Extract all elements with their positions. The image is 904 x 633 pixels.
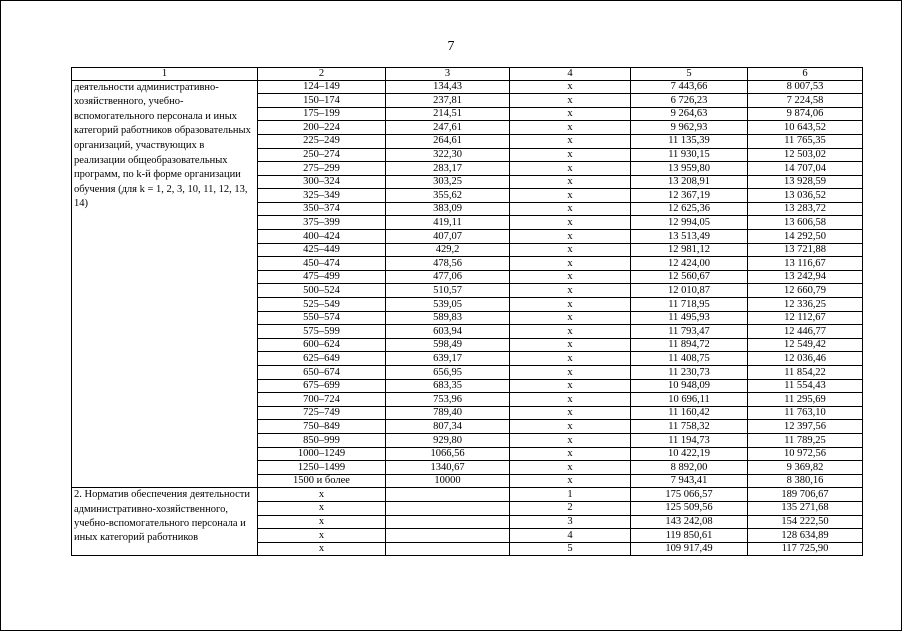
table-cell: 325–349 — [258, 189, 386, 203]
table-cell: 14 707,04 — [748, 162, 863, 176]
table-cell: 589,83 — [386, 311, 510, 325]
table-cell: 12 549,42 — [748, 338, 863, 352]
table-cell: 13 116,67 — [748, 257, 863, 271]
table-cell — [386, 488, 510, 502]
table-cell: 8 892,00 — [631, 461, 748, 475]
table-cell: 214,51 — [386, 107, 510, 121]
table-cell: 7 224,58 — [748, 94, 863, 108]
column-header: 4 — [510, 68, 631, 81]
table-cell: 1 — [510, 488, 631, 502]
table-cell: 11 554,43 — [748, 379, 863, 393]
table-cell: х — [510, 270, 631, 284]
table-cell: 11 793,47 — [631, 325, 748, 339]
table-cell: х — [510, 406, 631, 420]
table-cell: 13 721,88 — [748, 243, 863, 257]
table-cell: 400–424 — [258, 230, 386, 244]
table-cell: 14 292,50 — [748, 230, 863, 244]
table-cell: 10 422,19 — [631, 447, 748, 461]
table-cell: 143 242,08 — [631, 515, 748, 529]
table-cell: 11 854,22 — [748, 366, 863, 380]
table-cell: х — [510, 311, 631, 325]
table-cell: х — [510, 461, 631, 475]
table-cell: х — [510, 284, 631, 298]
table-cell: 12 625,36 — [631, 202, 748, 216]
table-cell: 419,11 — [386, 216, 510, 230]
table-cell: 13 928,59 — [748, 175, 863, 189]
table-cell: 11 758,32 — [631, 420, 748, 434]
table-cell: 600–624 — [258, 338, 386, 352]
table-cell: 753,96 — [386, 393, 510, 407]
column-header: 1 — [72, 68, 258, 81]
table-cell: 12 010,87 — [631, 284, 748, 298]
table-cell: 1250–1499 — [258, 461, 386, 475]
table-cell: х — [510, 94, 631, 108]
table-cell: 500–524 — [258, 284, 386, 298]
table-cell: 8 007,53 — [748, 80, 863, 94]
table-cell: х — [510, 257, 631, 271]
table-cell: 119 850,61 — [631, 529, 748, 543]
table-row — [72, 80, 863, 94]
table-cell: х — [510, 325, 631, 339]
table-cell: х — [510, 447, 631, 461]
table-cell: 9 874,06 — [748, 107, 863, 121]
table-cell: 11 135,39 — [631, 134, 748, 148]
table-cell: 656,95 — [386, 366, 510, 380]
table-cell — [386, 542, 510, 556]
table-cell: х — [510, 107, 631, 121]
table-cell: х — [510, 338, 631, 352]
table-cell: 13 513,49 — [631, 230, 748, 244]
table-cell: 10 696,11 — [631, 393, 748, 407]
table-cell: 11 230,73 — [631, 366, 748, 380]
table-cell — [386, 501, 510, 515]
table-cell: 12 560,67 — [631, 270, 748, 284]
table-cell: х — [510, 162, 631, 176]
table-cell: 407,07 — [386, 230, 510, 244]
table-cell: 1000–1249 — [258, 447, 386, 461]
table-cell: 13 036,52 — [748, 189, 863, 203]
table-cell: 124–149 — [258, 80, 386, 94]
table-cell: 2 — [510, 501, 631, 515]
table-cell: 12 397,56 — [748, 420, 863, 434]
table-cell: 12 994,05 — [631, 216, 748, 230]
table-cell: 200–224 — [258, 121, 386, 135]
table-cell: 12 981,12 — [631, 243, 748, 257]
table-cell: 1066,56 — [386, 447, 510, 461]
table-cell: х — [510, 80, 631, 94]
table-cell: 109 917,49 — [631, 542, 748, 556]
table-cell: 750–849 — [258, 420, 386, 434]
table-cell: 550–574 — [258, 311, 386, 325]
table-cell: 7 943,41 — [631, 474, 748, 488]
table-cell: 1500 и более — [258, 474, 386, 488]
table-cell: 539,05 — [386, 298, 510, 312]
table-cell: 11 160,42 — [631, 406, 748, 420]
table-cell: 603,94 — [386, 325, 510, 339]
table-cell: х — [510, 474, 631, 488]
table-cell: 125 509,56 — [631, 501, 748, 515]
table-cell: 375–399 — [258, 216, 386, 230]
column-header: 6 — [748, 68, 863, 81]
table-cell — [386, 515, 510, 529]
data-table — [71, 67, 863, 556]
table-cell: х — [510, 420, 631, 434]
table-cell: х — [510, 175, 631, 189]
table-cell: 283,17 — [386, 162, 510, 176]
table-cell: 11 930,15 — [631, 148, 748, 162]
table-cell: 11 894,72 — [631, 338, 748, 352]
table-cell: х — [510, 379, 631, 393]
table-cell: 250–274 — [258, 148, 386, 162]
table-cell: 807,34 — [386, 420, 510, 434]
table-cell: 450–474 — [258, 257, 386, 271]
table-cell: 12 367,19 — [631, 189, 748, 203]
table-cell — [386, 529, 510, 543]
table-cell: 303,25 — [386, 175, 510, 189]
table-cell: х — [510, 202, 631, 216]
table-cell: 8 380,16 — [748, 474, 863, 488]
table-header-row — [72, 68, 863, 81]
table-cell: 300–324 — [258, 175, 386, 189]
row-description: деятельности административно-хозяйственного, учебно-вспомогательного персонала и иных категорий работников образовательных организаций, участвующих в реализации общеобразовательных программ, по k-й форме организации обучения (для k = 1, 2, 3, 10, 11, 12, 13, 14) — [72, 80, 258, 488]
table-cell: х — [510, 121, 631, 135]
table-cell: 3 — [510, 515, 631, 529]
table-cell: 478,56 — [386, 257, 510, 271]
table-cell: 237,81 — [386, 94, 510, 108]
table-cell: 575–599 — [258, 325, 386, 339]
table-cell: 639,17 — [386, 352, 510, 366]
table-cell: х — [510, 134, 631, 148]
table-cell: х — [258, 529, 386, 543]
table-cell: 425–449 — [258, 243, 386, 257]
table-cell: 11 765,35 — [748, 134, 863, 148]
table-cell: 225–249 — [258, 134, 386, 148]
table-cell: 10000 — [386, 474, 510, 488]
table-cell: 13 959,80 — [631, 162, 748, 176]
table-cell: 175–199 — [258, 107, 386, 121]
table-cell: 13 242,94 — [748, 270, 863, 284]
table-cell: х — [510, 352, 631, 366]
column-header: 3 — [386, 68, 510, 81]
table-cell: 477,06 — [386, 270, 510, 284]
table-cell: 175 066,57 — [631, 488, 748, 502]
table-cell: 12 503,02 — [748, 148, 863, 162]
table-cell: 10 972,56 — [748, 447, 863, 461]
table-cell: 11 789,25 — [748, 433, 863, 447]
table-cell: х — [258, 488, 386, 502]
table-cell: 789,40 — [386, 406, 510, 420]
table-cell: х — [510, 216, 631, 230]
table-cell: 275–299 — [258, 162, 386, 176]
table-cell: х — [258, 542, 386, 556]
table-cell: 355,62 — [386, 189, 510, 203]
table-cell: 675–699 — [258, 379, 386, 393]
table-cell: 247,61 — [386, 121, 510, 135]
table-cell: 134,43 — [386, 80, 510, 94]
table-cell: 189 706,67 — [748, 488, 863, 502]
table-cell: 10 948,09 — [631, 379, 748, 393]
table-cell: 1340,67 — [386, 461, 510, 475]
table-cell: 150–174 — [258, 94, 386, 108]
table-cell: х — [510, 148, 631, 162]
table-cell: 12 336,25 — [748, 298, 863, 312]
table-cell: 12 112,67 — [748, 311, 863, 325]
table-cell: 11 295,69 — [748, 393, 863, 407]
column-header: 5 — [631, 68, 748, 81]
table-cell: х — [510, 366, 631, 380]
table-cell: 625–649 — [258, 352, 386, 366]
table-cell: 264,61 — [386, 134, 510, 148]
table-cell: 6 726,23 — [631, 94, 748, 108]
table-row — [72, 488, 863, 502]
table-cell: 11 495,93 — [631, 311, 748, 325]
table-cell: 9 369,82 — [748, 461, 863, 475]
table-cell: 11 718,95 — [631, 298, 748, 312]
table-cell: х — [510, 189, 631, 203]
table-cell: х — [510, 393, 631, 407]
table-cell: 11 763,10 — [748, 406, 863, 420]
table-cell: 13 283,72 — [748, 202, 863, 216]
table-cell: 117 725,90 — [748, 542, 863, 556]
table-cell: 4 — [510, 529, 631, 543]
table-cell: 322,30 — [386, 148, 510, 162]
table-cell: 135 271,68 — [748, 501, 863, 515]
table-cell: 475–499 — [258, 270, 386, 284]
table-cell: х — [258, 501, 386, 515]
table-cell: 598,49 — [386, 338, 510, 352]
table-cell: 12 036,46 — [748, 352, 863, 366]
table-cell: х — [510, 433, 631, 447]
page-number: 7 — [447, 39, 455, 54]
table-cell: 154 222,50 — [748, 515, 863, 529]
table-cell: 5 — [510, 542, 631, 556]
table-cell: 700–724 — [258, 393, 386, 407]
table-cell: 11 194,73 — [631, 433, 748, 447]
table-cell: 13 208,91 — [631, 175, 748, 189]
table-cell: 12 446,77 — [748, 325, 863, 339]
column-header: 2 — [258, 68, 386, 81]
table-cell: х — [510, 298, 631, 312]
table-cell: 350–374 — [258, 202, 386, 216]
table-cell: 525–549 — [258, 298, 386, 312]
table-cell: 510,57 — [386, 284, 510, 298]
table-cell: 11 408,75 — [631, 352, 748, 366]
table-cell: 128 634,89 — [748, 529, 863, 543]
table-cell: 13 606,58 — [748, 216, 863, 230]
table-cell: 383,09 — [386, 202, 510, 216]
table-cell: х — [510, 243, 631, 257]
table-cell: 725–749 — [258, 406, 386, 420]
table-cell: 7 443,66 — [631, 80, 748, 94]
table-cell: 12 424,00 — [631, 257, 748, 271]
row-description: 2. Норматив обеспечения деятельности административно-хозяйственного, учебно-вспомогательного персонала и иных категорий работников — [72, 488, 258, 556]
table-cell: 650–674 — [258, 366, 386, 380]
table-cell: х — [258, 515, 386, 529]
table-cell: 850–999 — [258, 433, 386, 447]
table-cell: 10 643,52 — [748, 121, 863, 135]
table-cell: 683,35 — [386, 379, 510, 393]
table-cell: 429,2 — [386, 243, 510, 257]
table-cell: 929,80 — [386, 433, 510, 447]
table-cell: 12 660,79 — [748, 284, 863, 298]
table-cell: х — [510, 230, 631, 244]
table-cell: 9 962,93 — [631, 121, 748, 135]
table-cell: 9 264,63 — [631, 107, 748, 121]
